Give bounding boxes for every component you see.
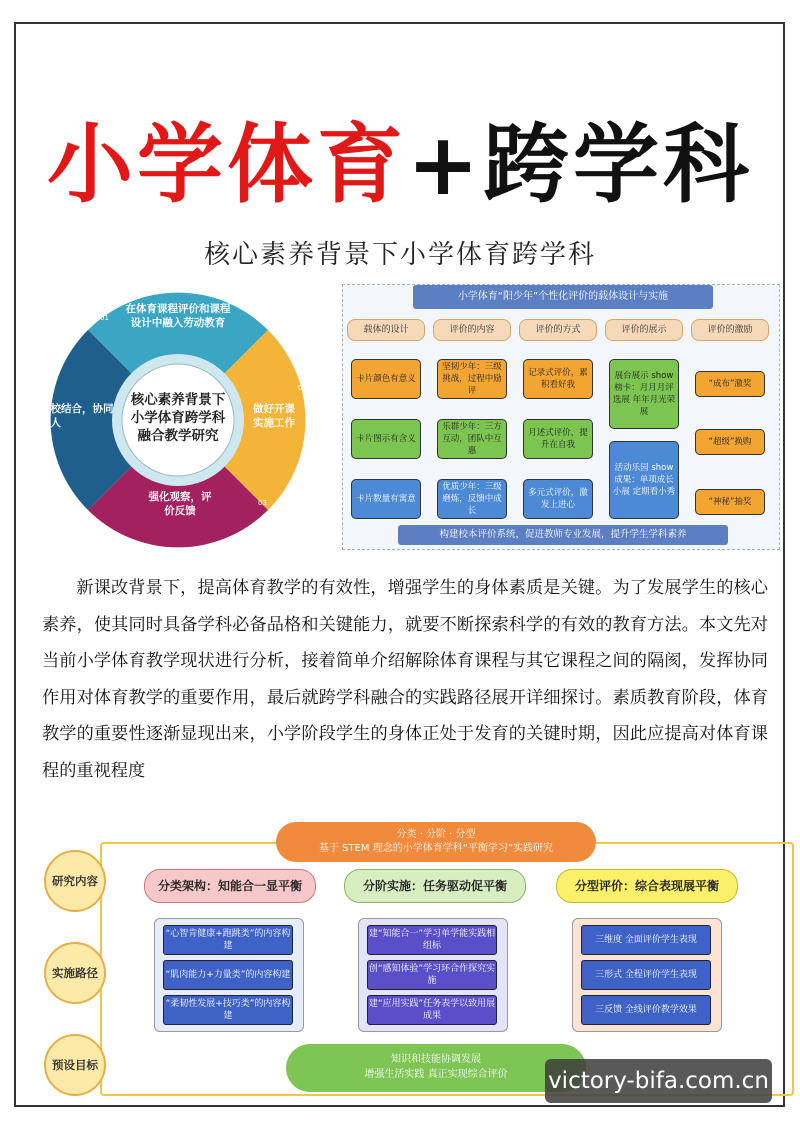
diagram-b-panel xyxy=(154,918,304,1032)
wheel-number-1: 01 xyxy=(100,314,109,322)
diagram-a-box: “神秘”抽奖 xyxy=(695,489,765,515)
diagram-b-item: 三形式 全程评价学生表现 xyxy=(581,960,711,990)
wheel-bottom-line1: 强化观察，评 xyxy=(148,491,212,503)
wheel-number-4: 04 xyxy=(48,460,57,468)
title-black: +跨学科 xyxy=(406,115,754,215)
diagram-a-column-head: 评价的激励 xyxy=(691,319,769,341)
diagram-b-column-head: 分型评价：综合表现展平衡 xyxy=(556,869,738,903)
diagram-a-box: “成布”激奖 xyxy=(695,371,765,397)
diagram-b-item: “肌肉能力+力量类”的内容构建 xyxy=(163,960,293,990)
wheel-center-line3: 融合教学研究 xyxy=(137,428,219,444)
diagram-b-goal-line2: 增强生活实践 真正实现综合评价 xyxy=(364,1069,508,1080)
diagram-a-column xyxy=(347,319,425,504)
diagram-a-column-head: 评价的方式 xyxy=(519,319,597,341)
diagram-b-panel xyxy=(358,918,508,1032)
diagram-a-box: 卡片颜色有意义 xyxy=(351,359,421,399)
title-red: 小学体育 xyxy=(46,115,407,215)
side-label-research: 研究 内容 xyxy=(44,850,106,912)
wheel-bottom-line2: 价反馈 xyxy=(164,505,196,517)
diagram-b-item: 三维度 全面评价学生表现 xyxy=(581,925,711,955)
diagram-a-box: 卡片图示有含义 xyxy=(351,419,421,459)
site-watermark: victory-bifa.com.cn xyxy=(545,1059,772,1103)
wheel-top-line1: 在体育课程评价和课程 xyxy=(125,303,231,315)
diagram-a-box: “超级”换购 xyxy=(695,429,765,455)
diagram-a-banner: 小学体育“阳少年”个性化评价的载体设计与实施 xyxy=(413,285,713,309)
wheel-number-2: 02 xyxy=(298,384,307,392)
wheel-center-line2: 小学体育跨学科 xyxy=(130,410,226,426)
wheel-top-line2: 设计中融入劳动教育 xyxy=(130,317,226,329)
body-paragraph: 新课改背景下，提高体育教学的有效性，增强学生的身体素质是关键。为了发展学生的核心素养，使其同时具备学科必备品格和关键能力，就要不断探索科学的有效的教育方法。本文先对当前小学体育教学现状进行分析，接着简单介绍解除体育课程与其它课程之间的隔阂，发挥协同作用对体育教学的重要作用，最后就跨学科融合的实践路径展开详细探讨。素质教育阶段，体育教学的重要性逐渐显现出来，小学阶段学生的身体正处于发育的关键时期，因此应提高对体育课程的重视程度 xyxy=(42,578,768,781)
diagram-b-item: 建“知能合一”学习单学能实践相组标 xyxy=(367,925,497,955)
page-subtitle: 核心素养背景下小学体育跨学科 xyxy=(203,240,596,270)
diagram-b-top-banner xyxy=(276,822,596,862)
evaluation-carrier-diagram xyxy=(342,284,780,550)
wheel-number-3: 03 xyxy=(258,499,267,507)
diagram-b-item: 三反馈 全线评价教学效果 xyxy=(581,995,711,1025)
diagram-a-column-head: 评价的内容 xyxy=(433,319,511,341)
diagram-b-top-line1: 分类 · 分阶 · 分型 xyxy=(396,829,476,840)
side-label-path: 实施 路径 xyxy=(44,942,106,1004)
wheel-left-line2: 育人 xyxy=(40,417,61,429)
diagram-a-box: 记录式评价，累积看好我 xyxy=(523,359,593,399)
diagram-b-item: “心智肯健康+跑跳类”的内容构建 xyxy=(163,925,293,955)
diagram-a-box: 多元式评价，激发上进心 xyxy=(523,479,593,519)
diagram-a-box: 月述式评价，提升在自我 xyxy=(523,419,593,459)
page-title xyxy=(0,95,800,219)
diagram-b-column-head: 分类架构：知能合一显平衡 xyxy=(144,869,316,903)
diagram-a-box: 展台展示 show 榜卡：月月月评选展 年年月光荣展 xyxy=(609,359,679,429)
diagram-a-footer: 构建校本评价系统，促进教师专业发展，提升学生学科素养 xyxy=(398,525,728,545)
diagram-a-box: 活动乐园 show 成果：单项成长小展 定期看小秀 xyxy=(609,441,679,519)
diagram-a-box: 优质少年：三级磨炼，反馈中成长 xyxy=(437,479,507,519)
diagram-a-column-head: 评价的展示 xyxy=(605,319,683,341)
core-literacy-wheel xyxy=(28,290,328,550)
diagram-b-goal-banner xyxy=(286,1044,586,1092)
diagram-b-goal-line1: 知识和技能协调发展 xyxy=(391,1054,481,1065)
diagram-a-column xyxy=(605,319,683,497)
diagram-b-item: “柔韧性发展+技巧类”的内容构建 xyxy=(163,995,293,1025)
wheel-center-line1: 核心素养背景下 xyxy=(130,392,226,408)
diagram-a-box: 卡片数量有寓意 xyxy=(351,479,421,519)
diagram-a-column xyxy=(433,319,511,516)
diagram-b-panel xyxy=(572,918,722,1032)
diagram-a-column-head: 载体的设计 xyxy=(347,319,425,341)
diagram-b-item: 创“感知体验”学习环合作探究实施 xyxy=(367,960,497,990)
wheel-right-line2: 实施工作 xyxy=(253,417,295,429)
wheel-left-line1: 家校结合，协同 xyxy=(40,403,114,415)
diagram-a-column xyxy=(691,319,769,507)
diagram-b-top-line2: 基于 STEM 理念的小学体育学科“平衡学习”实践研究 xyxy=(318,843,554,854)
diagram-a-box: 乐群少年：三方互动，团队中互惠 xyxy=(437,419,507,459)
diagram-b-column-head: 分阶实施：任务驱动促平衡 xyxy=(344,869,526,903)
side-label-goal: 预设 目标 xyxy=(44,1034,106,1096)
wheel-right-line1: 做好开课 xyxy=(253,403,295,415)
diagram-b-item: 建“应用实践”任务表学以致用展成果 xyxy=(367,995,497,1025)
diagram-a-column xyxy=(519,319,597,510)
diagram-a-box: 坚韧少年：三级挑战，过程中励评 xyxy=(437,359,507,399)
